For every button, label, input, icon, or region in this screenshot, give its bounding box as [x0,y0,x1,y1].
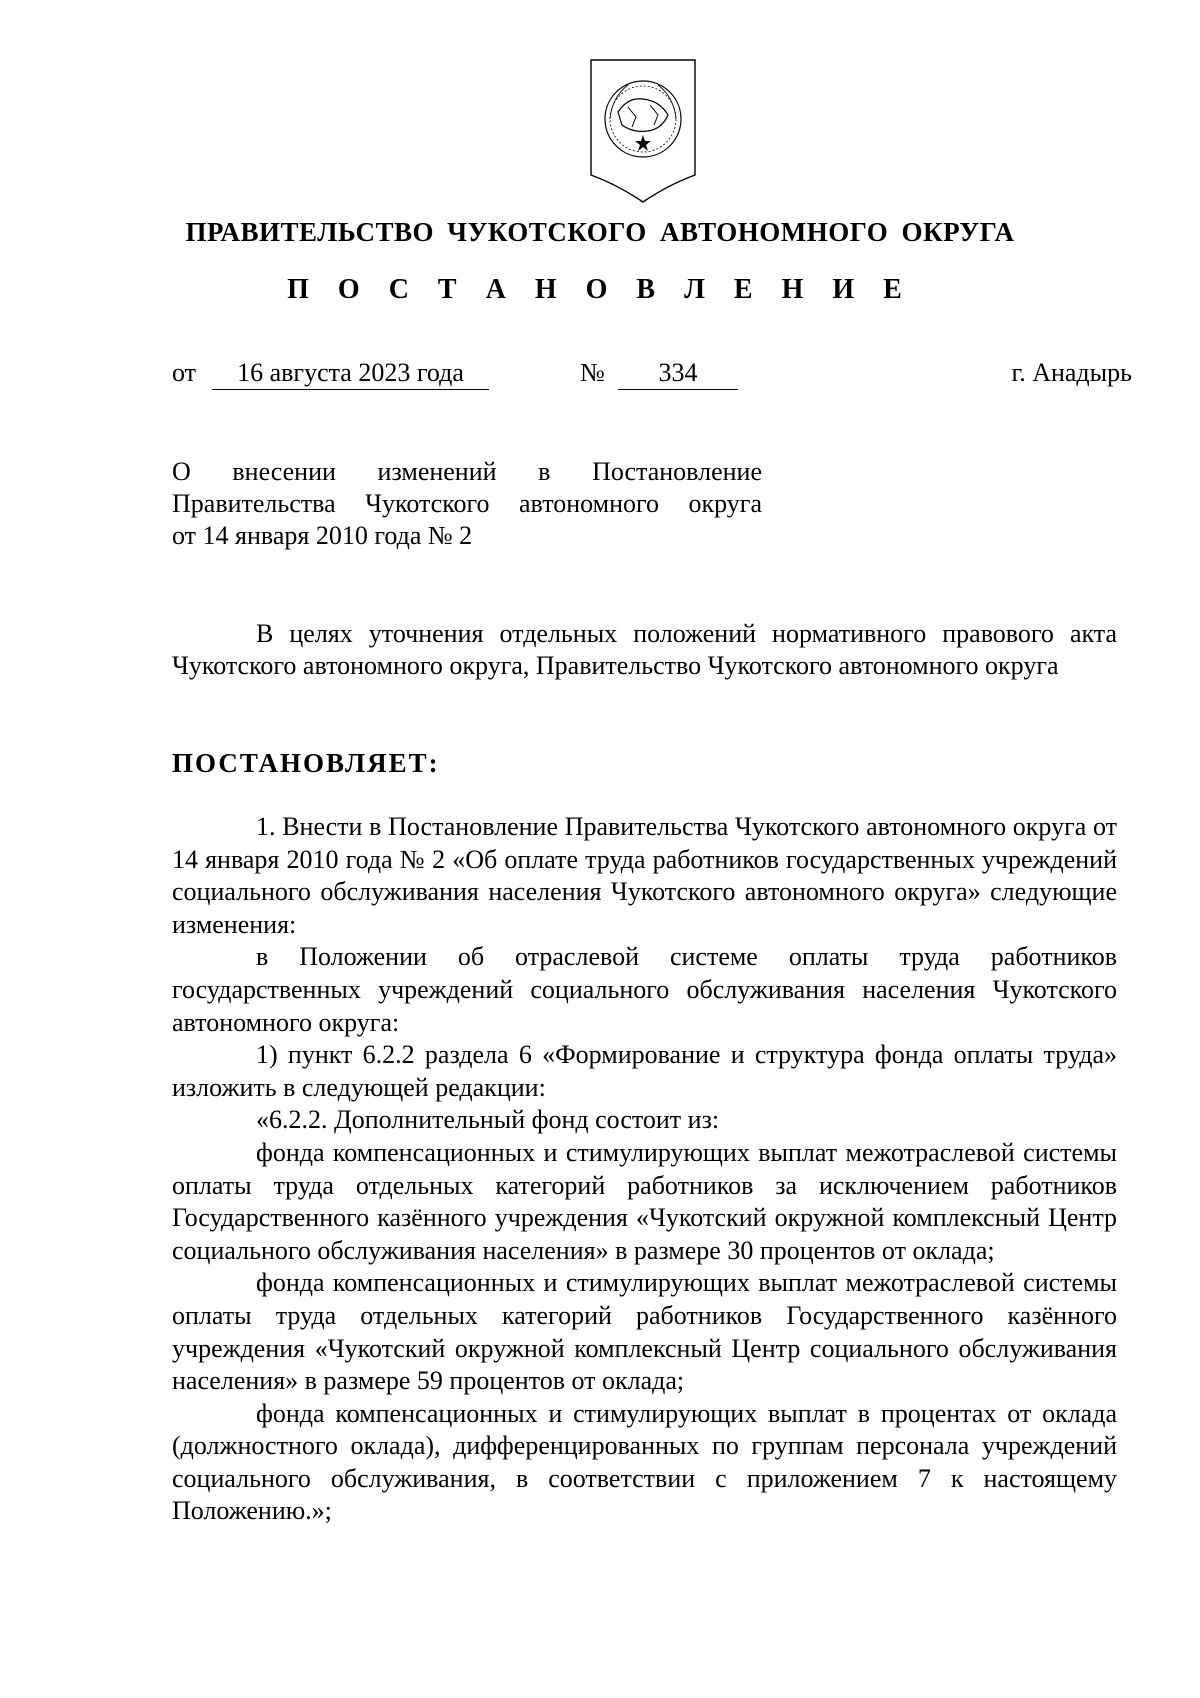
document-meta-row [172,357,1132,397]
paragraph: фонда компенсационных и стимулирующих выплат межотраслевой системы оплаты труда отдельных категорий работников Государственного казённого учреждения «Чукотский окружной комплексный Центр социального обслуживания населения» в размере 59 процентов от оклада; [172,1268,1117,1396]
document-date: 16 августа 2023 года [212,357,489,390]
subject-line: от 14 января 2010 года № 2 [172,521,473,550]
document-subject [172,456,762,552]
subject-line: Правительства Чукотского автономного округа [172,489,762,518]
date-prefix: от [172,358,197,387]
paragraph: 1) пункт 6.2.2 раздела 6 «Формирование и структура фонда оплаты труда» изложить в следующей редакции: [172,1040,1117,1102]
document-city: г. Анадырь [1011,358,1132,387]
subject-line: О внесении изменений в Постановление [172,457,762,486]
preamble: В целях уточнения отдельных положений нормативного правового акта Чукотского автономного округа, Правительство Чукотского автономного округа [172,619,1117,680]
paragraph: в Положении об отраслевой системе оплаты труда работников государственных учреждений социального обслуживания населения Чукотского автономного округа: [172,942,1117,1037]
resolves-heading: ПОСТАНОВЛЯЕТ: [172,748,440,778]
document-body [172,811,1117,1528]
number-prefix: № [580,358,605,387]
document-type: П О С Т А Н О В Л Е Н И Е [287,274,913,305]
paragraph: фонда компенсационных и стимулирующих выплат в процентах от оклада (должностного оклада), дифференцированных по группам персонала учреждений социального обслуживания, в соответствии с приложением 7 к настоящему Положению.»; [172,1398,1117,1526]
coat-of-arms-emblem [588,57,698,205]
paragraph: фонда компенсационных и стимулирующих выплат межотраслевой системы оплаты труда отдельных категорий работников за исключением работников Государственного казённого учреждения «Чукотский окружной комплексный Центр социального обслуживания населения» в размере 30 процентов от оклада; [172,1137,1117,1265]
paragraph: 1. Внести в Постановление Правительства Чукотского автономного округа от 14 января 2010 года № 2 «Об оплате труда работников государственных учреждений социального обслуживания населения Чукотского автономного округа» следующие изменения: [172,812,1117,939]
paragraph: «6.2.2. Дополнительный фонд состоит из: [256,1105,720,1135]
document-number: 334 [618,357,738,390]
government-title: ПРАВИТЕЛЬСТВО ЧУКОТСКОГО АВТОНОМНОГО ОКРУГА [185,217,1015,247]
